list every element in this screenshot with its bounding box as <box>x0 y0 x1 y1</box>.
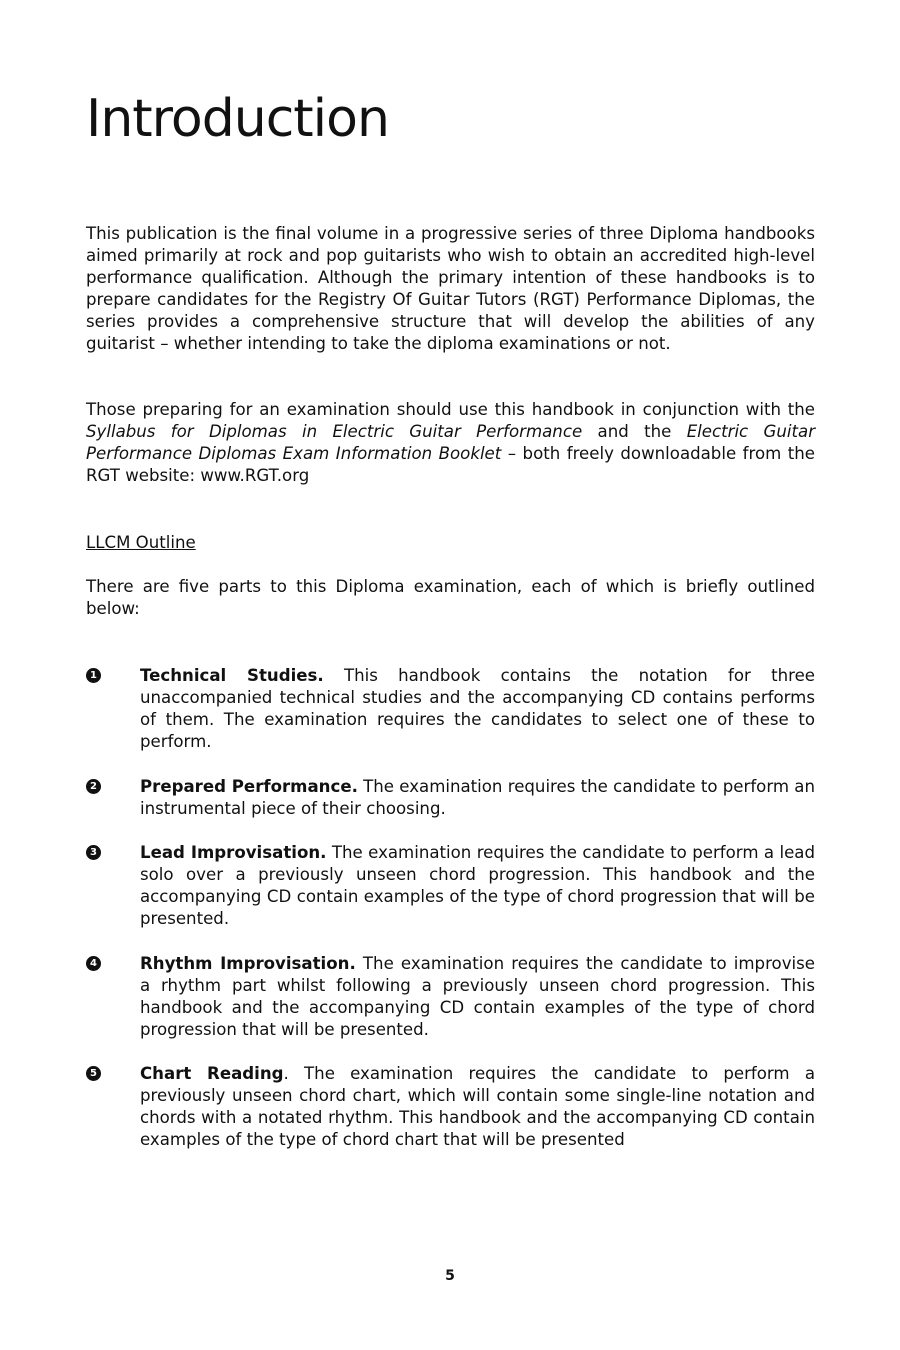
page-number: 5 <box>445 1268 455 1284</box>
number-5-icon: 5 <box>86 1066 101 1081</box>
outline-item-title: Prepared Performance. <box>140 777 358 796</box>
intro-paragraph-2 <box>86 399 815 487</box>
number-2-icon: 2 <box>86 779 101 794</box>
outline-item-title: Rhythm Improvisation. <box>140 954 356 973</box>
page-title: Introduction <box>86 89 389 149</box>
outline-item-title: Technical Studies. <box>140 666 324 685</box>
intro-paragraph-2-text-1: Those preparing for an examination should use this handbook in conjunction with the <box>86 400 815 419</box>
outline-heading: LLCM Outline <box>86 533 196 552</box>
number-1-icon: 1 <box>86 668 101 683</box>
outline-item-description: The examination requires the candidate to improvise a rhythm part whilst following a previously unseen chord progression. This handbook and the accompanying CD contain examples of the type of chord progression that will be presented. <box>140 954 815 1039</box>
intro-paragraph-2-text-2: and the <box>582 422 687 441</box>
number-4-icon: 4 <box>86 956 101 971</box>
intro-paragraph-1: This publication is the final volume in a progressive series of three Diploma handbooks aimed primarily at rock and pop guitarists who wish to obtain an accredited high-level performance qualification. Although the primary intention of these handbooks is to prepare candidates for the Registry Of Guitar Tutors (RGT) Performance Diplomas, the series provides a comprehensive structure that will develop the abilities of any guitarist – whether intending to take the diploma examinations or not. <box>86 224 815 353</box>
intro-paragraph-2-text-3: – both freely downloadable from the RGT website: www.RGT.org <box>86 444 815 485</box>
outline-item-text <box>140 842 815 930</box>
outline-item-description: . The examination requires the candidate to perform a previously unseen chord chart, which will contain some single-line notation and chords with a notated rhythm. This handbook and the accompanying CD contain examples of the type of chord chart that will be presented <box>140 1064 815 1149</box>
outline-item-description: This handbook contains the notation for three unaccompanied technical studies and the accompanying CD contains performs of them. The examination requires the candidates to select one of these to perform. <box>140 666 815 751</box>
outline-intro: There are five parts to this Diploma examination, each of which is briefly outlined below: <box>86 577 815 618</box>
outline-item-text <box>140 665 815 753</box>
outline-item-text <box>140 953 815 1041</box>
syllabus-title: Syllabus for Diplomas in Electric Guitar Performance <box>86 422 583 441</box>
outline-item-title: Chart Reading <box>140 1064 284 1083</box>
outline-item-text <box>140 1063 815 1151</box>
outline-item-text <box>140 776 815 820</box>
outline-item-description: The examination requires the candidate to perform an instrumental piece of their choosing. <box>140 777 815 818</box>
outline-item-description: The examination requires the candidate to perform a lead solo over a previously unseen chord progression. This handbook and the accompanying CD contain examples of the type of chord progression that will be presented. <box>140 843 816 928</box>
outline-item-title: Lead Improvisation. <box>140 843 327 862</box>
number-3-icon: 3 <box>86 845 101 860</box>
information-booklet-title: Electric Guitar Performance Diplomas Exam Information Booklet <box>86 422 816 463</box>
